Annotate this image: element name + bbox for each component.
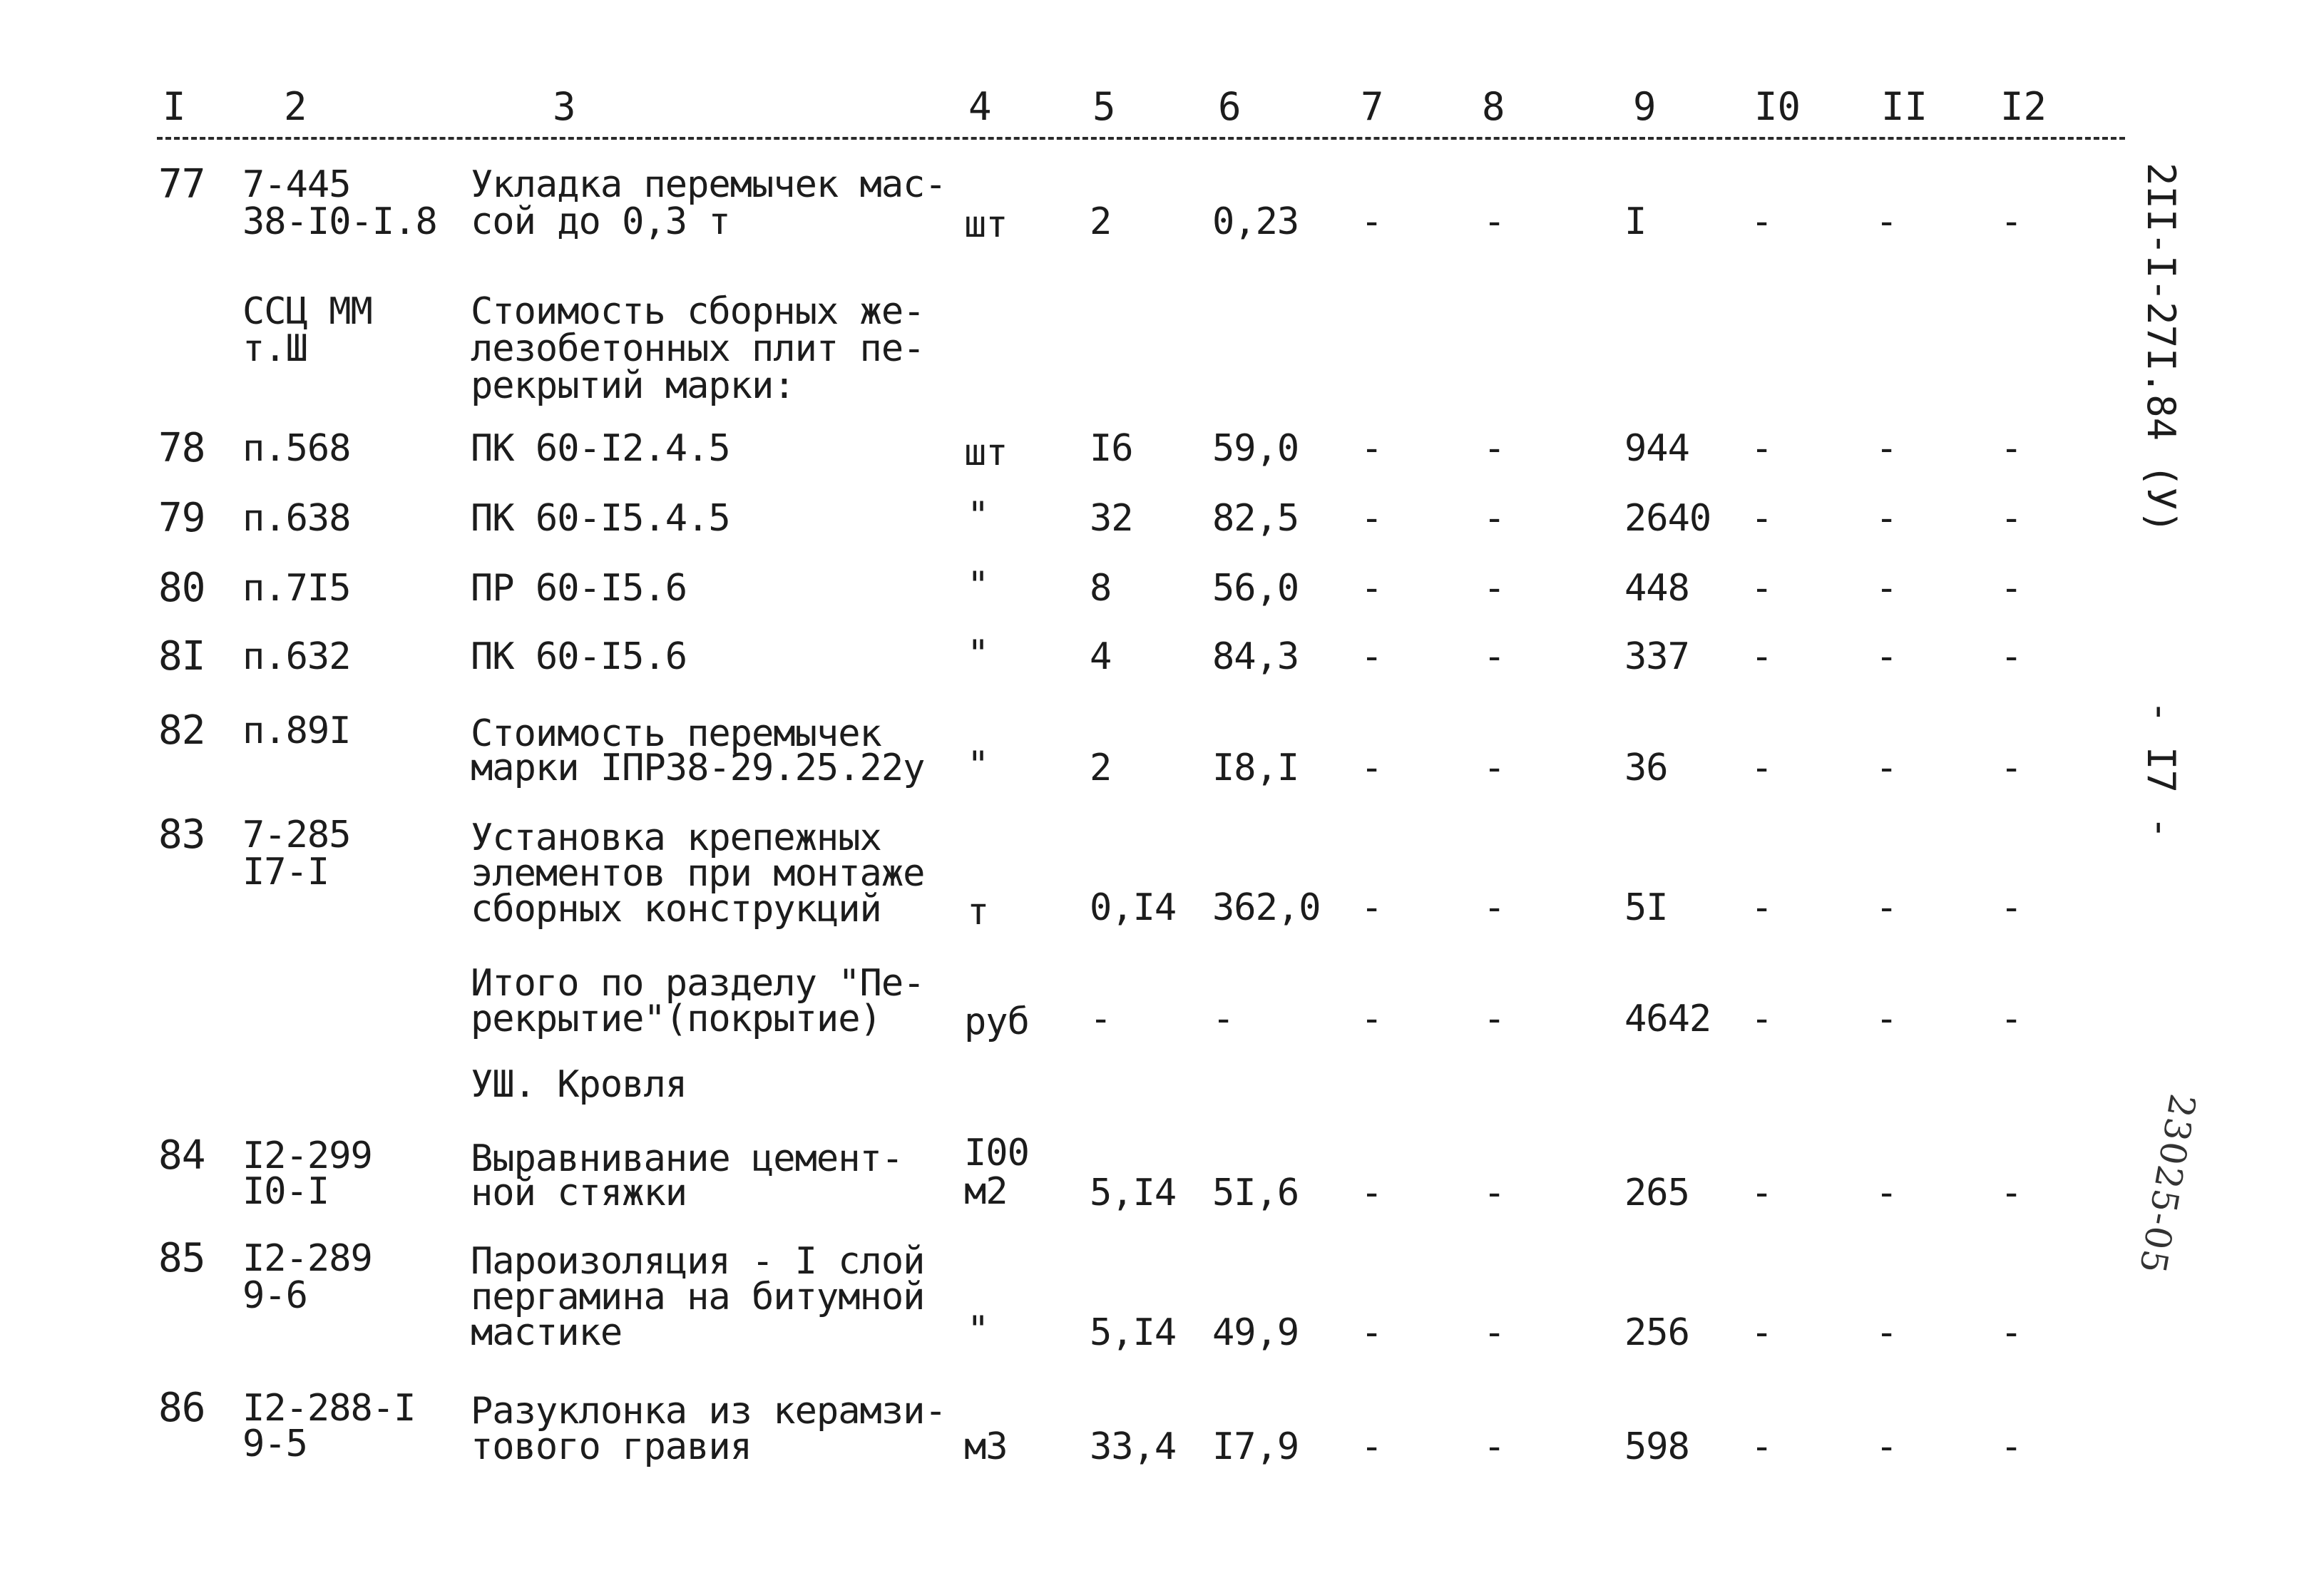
row-unit: " [967,632,989,675]
row-description-line: тового гравия [471,1425,752,1468]
row-description-line: элементов при монтаже [471,852,925,895]
row-cell-7: - [1361,1311,1383,1354]
row-unit: шт [964,431,1008,474]
row-cell-11: - [1875,747,1898,789]
row-cell-12: - [2000,1311,2022,1354]
row-code-line: 7-285 [242,814,351,856]
row-cell-12: - [2000,998,2022,1040]
row-code-line: 9-5 [242,1423,307,1465]
column-header-7: 7 [1361,84,1384,129]
row-cell-10: - [1751,1172,1773,1214]
row-code-line: п.568 [242,427,351,470]
row-quantity: 2 [1090,200,1112,243]
row-cell-12: - [2000,497,2022,540]
row-quantity: 32 [1090,497,1133,540]
row-description-line: ной стяжки [471,1172,687,1214]
row-cell-8: - [1483,1311,1505,1354]
row-cell-11: - [1875,635,1898,678]
header-rule [157,137,2125,140]
row-description-line: ПК 60-I2.4.5 [471,427,730,470]
row-code-line: ССЦ ММ [242,290,372,333]
row-description-line: ПК 60-I5.6 [471,635,687,678]
column-header-10: I0 [1754,84,1801,129]
row-total: 4642 [1624,998,1711,1040]
row-total: 337 [1624,635,1689,678]
row-total: 265 [1624,1172,1689,1214]
row-cell-8: - [1483,635,1505,678]
row-cell-7: - [1361,886,1383,929]
column-header-6: 6 [1218,84,1242,129]
row-cell-12: - [2000,1172,2022,1214]
row-cell-11: - [1875,1311,1898,1354]
row-number: 86 [158,1385,205,1431]
row-price: 362,0 [1212,886,1321,929]
row-description-line: сборных конструкций [471,888,881,931]
row-code-line: 9-6 [242,1274,307,1317]
row-quantity: 0,I4 [1090,886,1177,929]
row-cell-7: - [1361,200,1383,243]
row-code-line: т.Ш [242,327,307,370]
row-total: 5I [1624,886,1668,929]
row-quantity: 5,I4 [1090,1172,1177,1214]
row-cell-12: - [2000,635,2022,678]
row-unit: " [967,564,989,607]
section-heading: УШ. Кровля [471,1063,687,1106]
row-cell-10: - [1751,1425,1773,1468]
row-number: 8I [158,633,205,680]
row-quantity: I6 [1090,427,1133,470]
row-description-line: ПР 60-I5.6 [471,567,687,610]
row-description-line: рекрытий марки: [471,364,795,407]
column-header-2: 2 [284,84,307,129]
row-unit: шт [964,203,1008,246]
row-cell-7: - [1361,427,1383,470]
row-unit: т [967,891,989,933]
row-price: 59,0 [1212,427,1299,470]
row-unit: руб [964,1000,1029,1043]
row-cell-7: - [1361,747,1383,789]
row-number: 84 [158,1132,205,1179]
row-cell-8: - [1483,1425,1505,1468]
row-cell-12: - [2000,567,2022,610]
row-number: 83 [158,811,205,858]
row-cell-11: - [1875,1425,1898,1468]
row-description-line: Установка крепежных [471,816,881,859]
row-quantity: 2 [1090,747,1112,789]
row-cell-11: - [1875,1172,1898,1214]
row-cell-8: - [1483,886,1505,929]
row-unit: I00 м2 [964,1132,1029,1213]
row-cell-11: - [1875,497,1898,540]
row-cell-12: - [2000,886,2022,929]
row-code-line: I2-289 [242,1237,372,1280]
row-cell-10: - [1751,567,1773,610]
row-code-line: I0-I [242,1170,329,1213]
row-unit: м3 [964,1425,1008,1468]
row-description-line: Выравнивание цемент- [471,1137,904,1180]
row-cell-7: - [1361,998,1383,1040]
row-cell-11: - [1875,998,1898,1040]
row-price: I7,9 [1212,1425,1299,1468]
row-code-line: 7-445 [242,163,351,206]
row-price: - [1212,998,1234,1040]
row-description-line: мастике [471,1311,623,1354]
row-cell-10: - [1751,1311,1773,1354]
row-price: I8,I [1212,747,1299,789]
row-cell-11: - [1875,200,1898,243]
row-cell-10: - [1751,886,1773,929]
row-code-line: I7-I [242,851,329,893]
row-price: 56,0 [1212,567,1299,610]
column-header-8: 8 [1482,84,1505,129]
row-code-line: п.638 [242,497,351,540]
row-cell-10: - [1751,747,1773,789]
row-quantity: 8 [1090,567,1112,610]
row-description-line: Пароизоляция - I слой [471,1240,925,1283]
row-description-line: лезобетонных плит пе- [471,327,925,370]
row-cell-10: - [1751,998,1773,1040]
row-price: 84,3 [1212,635,1299,678]
row-cell-10: - [1751,635,1773,678]
row-cell-7: - [1361,1425,1383,1468]
row-cell-8: - [1483,1172,1505,1214]
column-header-11: II [1881,84,1928,129]
row-unit: " [967,1308,989,1351]
column-header-9: 9 [1633,84,1657,129]
row-cell-11: - [1875,567,1898,610]
row-cell-10: - [1751,200,1773,243]
row-code-line: п.89I [242,709,351,752]
row-price: 0,23 [1212,200,1299,243]
row-quantity: 33,4 [1090,1425,1177,1468]
section-total-label-line: рекрытие"(покрытие) [471,998,881,1040]
row-cell-10: - [1751,427,1773,470]
row-cell-8: - [1483,497,1505,540]
row-number: 77 [158,161,205,208]
row-cell-7: - [1361,567,1383,610]
row-number: 85 [158,1235,205,1281]
row-cell-8: - [1483,427,1505,470]
row-total: I [1624,200,1647,243]
row-total: 448 [1624,567,1689,610]
row-total: 2640 [1624,497,1711,540]
row-description-line: марки IПР38-29.25.22у [471,747,925,789]
row-cell-12: - [2000,1425,2022,1468]
row-cell-7: - [1361,1172,1383,1214]
row-cell-8: - [1483,567,1505,610]
row-code-line: п.7I5 [242,567,351,610]
column-header-5: 5 [1092,84,1116,129]
row-unit: " [967,494,989,537]
page-number: - I7 - [2139,700,2184,840]
row-code-line: п.632 [242,635,351,678]
row-cell-7: - [1361,635,1383,678]
row-number: 78 [158,425,205,471]
row-total: 944 [1624,427,1689,470]
row-cell-12: - [2000,747,2022,789]
section-total-label-line: Итого по разделу "Пе- [471,962,925,1005]
row-code-line: I2-288-I [242,1387,416,1430]
row-description-line: пергамина на битумной [471,1276,925,1318]
row-description-line: ПК 60-I5.4.5 [471,497,730,540]
column-header-12: I2 [2000,84,2047,129]
row-quantity: - [1090,998,1112,1040]
row-number: 80 [158,565,205,611]
row-price: 49,9 [1212,1311,1299,1354]
row-total: 598 [1624,1425,1689,1468]
row-cell-8: - [1483,747,1505,789]
row-cell-8: - [1483,200,1505,243]
row-cell-7: - [1361,497,1383,540]
row-price: 82,5 [1212,497,1299,540]
row-total: 36 [1624,747,1668,789]
column-header-3: 3 [553,84,576,129]
row-cell-12: - [2000,200,2022,243]
row-description-line: Стоимость сборных же- [471,290,925,333]
column-header-1: I [163,84,186,129]
row-description-line: сой до 0,3 т [471,200,730,243]
row-cell-12: - [2000,427,2022,470]
row-total: 256 [1624,1311,1689,1354]
row-code-line: 38-I0-I.8 [242,200,437,243]
row-quantity: 4 [1090,635,1112,678]
document-code: 2II-I-27I.84 (У) [2139,163,2184,534]
row-description-line: Разуклонка из керамзи- [471,1390,946,1433]
row-cell-8: - [1483,998,1505,1040]
row-price: 5I,6 [1212,1172,1299,1214]
row-cell-11: - [1875,427,1898,470]
row-code-line: I2-299 [242,1134,372,1177]
row-number: 79 [158,495,205,541]
row-cell-10: - [1751,497,1773,540]
row-unit: " [967,744,989,787]
row-number: 82 [158,707,205,754]
handwritten-number: 23025-05 [2131,1090,2203,1278]
column-header-4: 4 [968,84,992,129]
row-cell-11: - [1875,886,1898,929]
row-description-line: Стоимость перемычек [471,712,881,755]
row-description-line: Укладка перемычек мас- [471,163,946,206]
row-quantity: 5,I4 [1090,1311,1177,1354]
